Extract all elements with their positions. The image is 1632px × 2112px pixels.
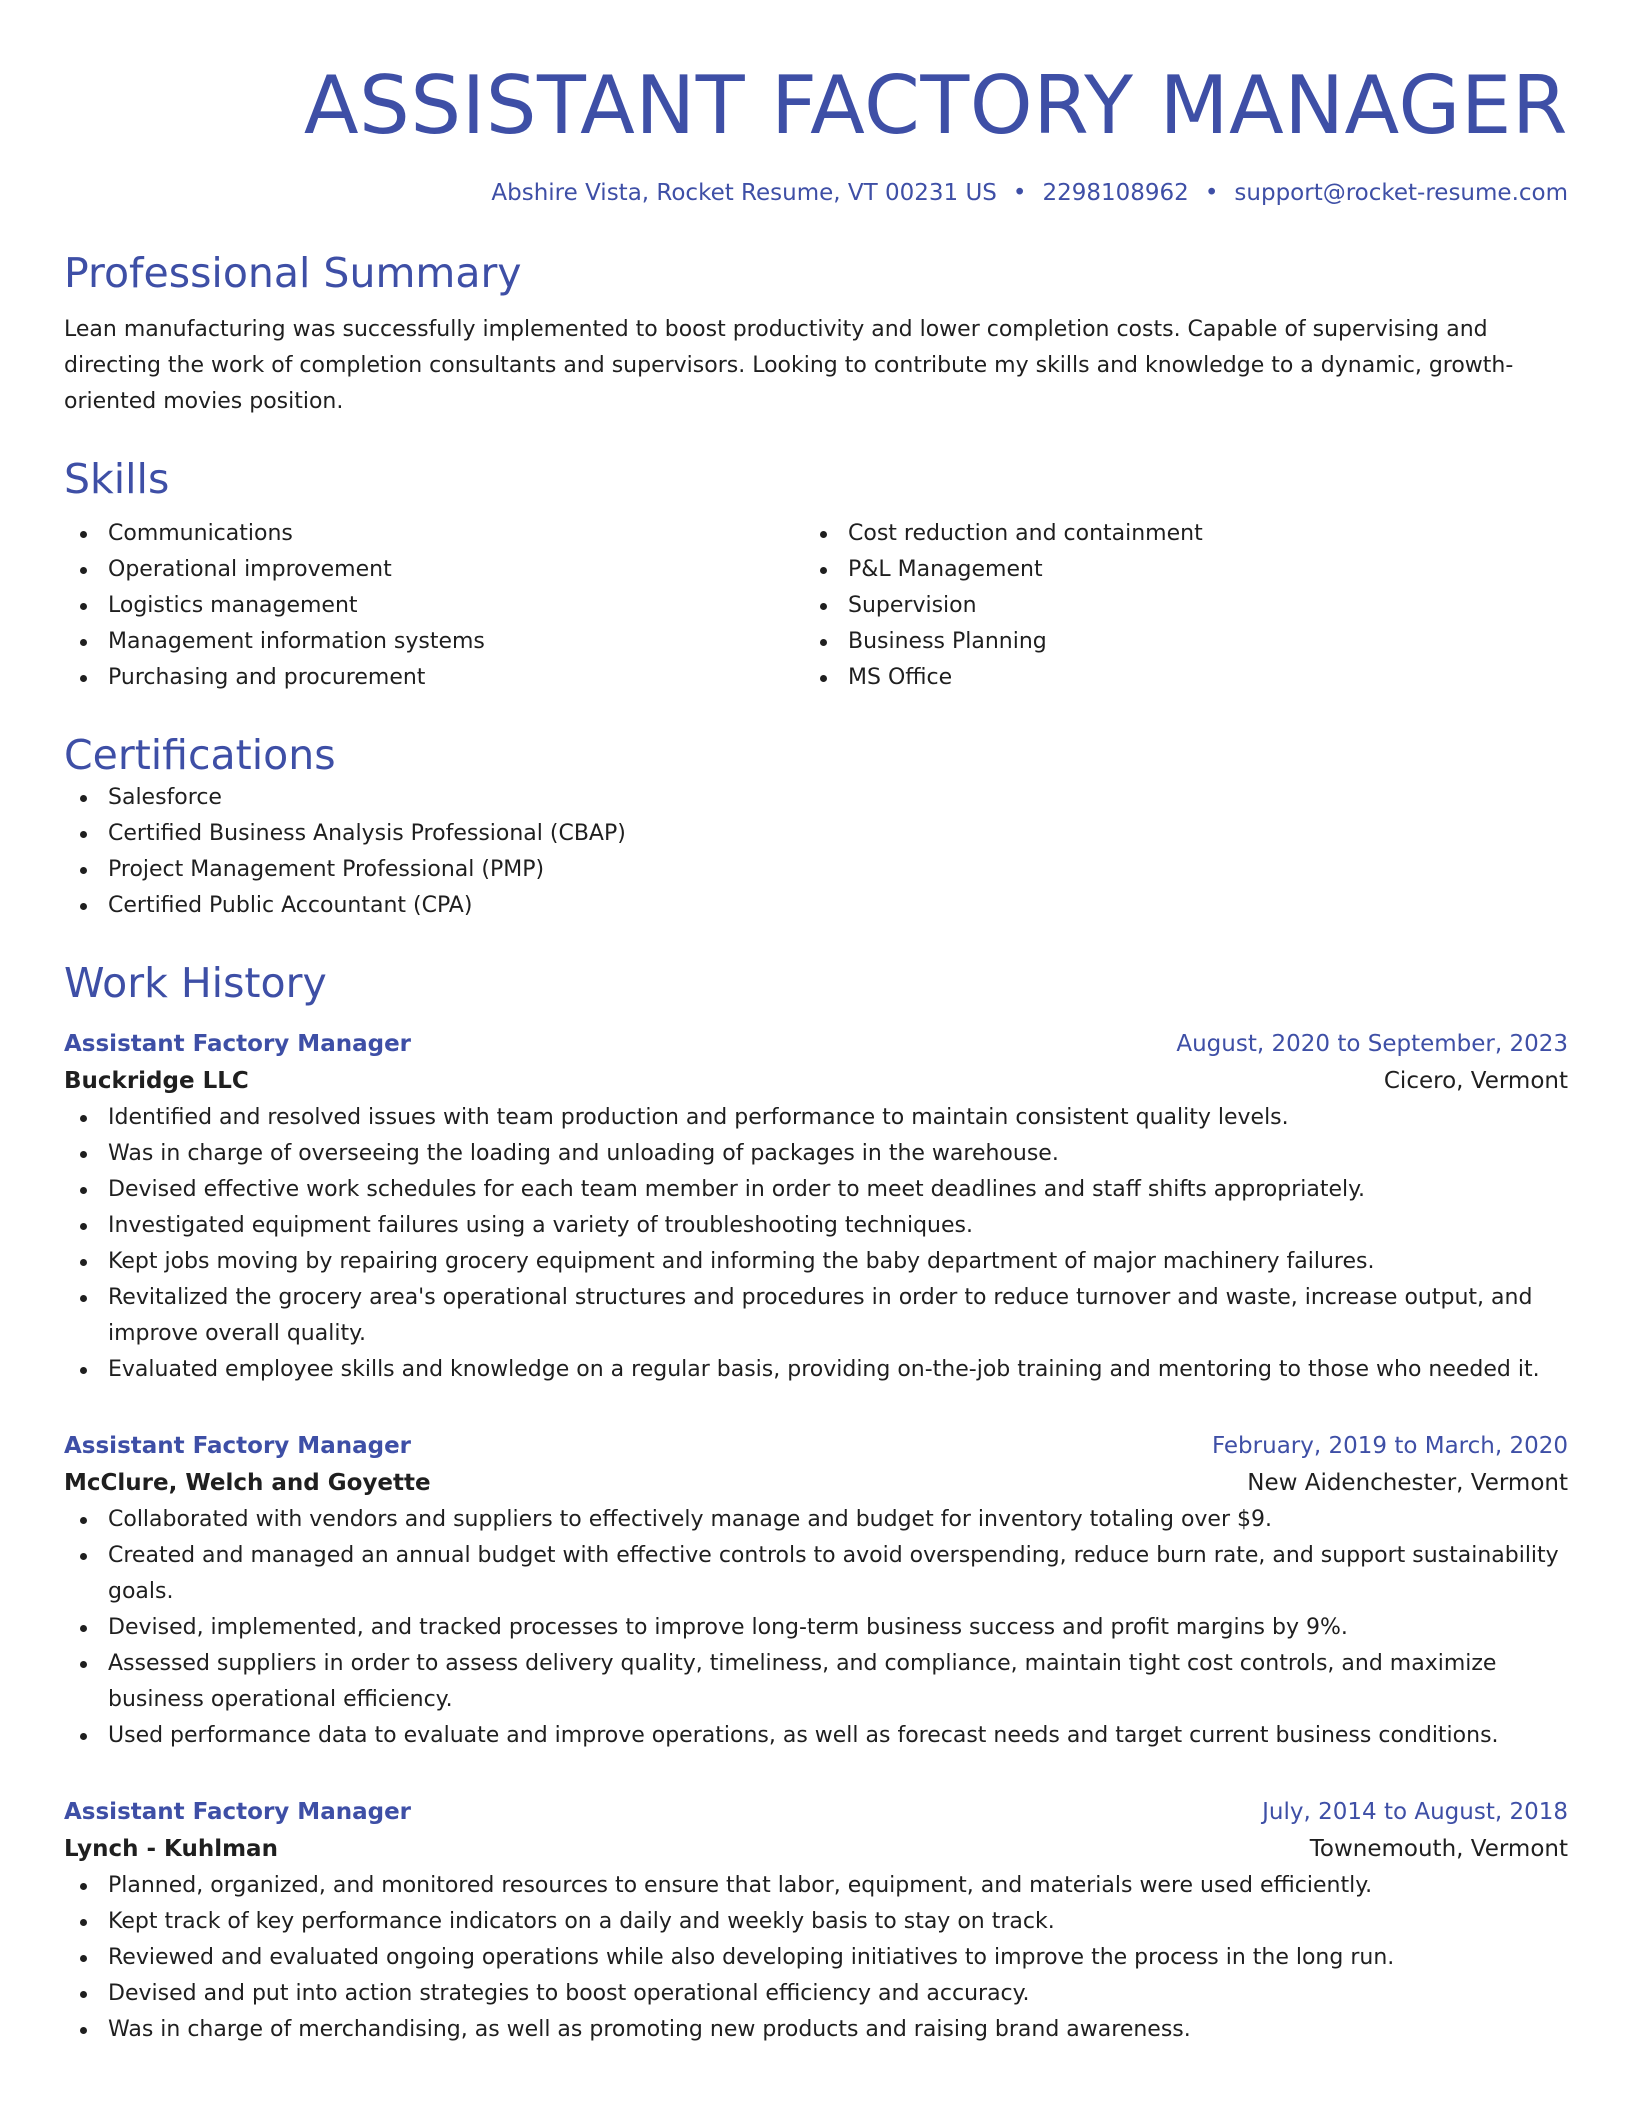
skill-item: Operational improvement (64, 552, 804, 588)
skill-item: Cost reduction and containment (804, 516, 1544, 552)
certification-item: Project Management Professional (PMP) (64, 852, 1568, 888)
job-bullet: Devised and put into action strategies to boost operational efficiency and accuracy. (64, 1976, 1568, 2012)
skill-item: Management information systems (64, 624, 804, 660)
skills-heading: Skills (64, 455, 170, 503)
job-company: Buckridge LLC (64, 1068, 249, 1094)
job-dates: February, 2019 to March, 2020 (1211, 1433, 1568, 1459)
job-company: Lynch - Kuhlman (64, 1836, 278, 1862)
skill-item: Business Planning (804, 624, 1544, 660)
job-location: Cicero, Vermont (1383, 1068, 1568, 1094)
job-header-row (64, 1026, 1568, 1062)
job-bullet: Evaluated employee skills and knowledge on a regular basis, providing on-the-job training and mentoring to those who needed it. (64, 1352, 1568, 1388)
skill-item: MS Office (804, 660, 1544, 696)
job-title: Assistant Factory Manager (64, 1799, 412, 1825)
work-history-heading: Work History (64, 959, 327, 1007)
job-company-row (64, 1464, 1568, 1502)
skills-column-right (804, 516, 1544, 696)
job-bullets (64, 1502, 1568, 1754)
job-company-row (64, 1830, 1568, 1868)
job-bullet: Revitalized the grocery area's operational structures and procedures in order to reduce turnover and waste, increase output, and improve overall quality. (64, 1280, 1568, 1352)
job-title: Assistant Factory Manager (64, 1433, 412, 1459)
job-location: New Aidenchester, Vermont (1247, 1470, 1568, 1496)
certification-item: Certified Business Analysis Professional (CBAP) (64, 816, 1568, 852)
job-entry (64, 1794, 1568, 2048)
job-bullet: Assessed suppliers in order to assess delivery quality, timeliness, and compliance, maintain tight cost controls, and maximize business operational efficiency. (64, 1646, 1568, 1718)
skill-item: Purchasing and procurement (64, 660, 804, 696)
certification-item: Certified Public Accountant (CPA) (64, 888, 1568, 924)
job-title: Assistant Factory Manager (64, 1031, 412, 1057)
contact-email: support@rocket-resume.com (1234, 180, 1568, 206)
summary-heading: Professional Summary (64, 249, 522, 297)
job-bullet: Identified and resolved issues with team production and performance to maintain consistent quality levels. (64, 1100, 1568, 1136)
skills-column-left (64, 516, 804, 696)
candidate-name: ASSISTANT FACTORY MANAGER (303, 59, 1568, 152)
contact-phone: 2298108962 (1042, 180, 1189, 206)
job-dates: August, 2020 to September, 2023 (1176, 1031, 1568, 1057)
summary-text: Lean manufacturing was successfully implemented to boost productivity and lower completion costs. Capable of supervising and directing the work of completion consultants and supervisors. Looking to contribute my skills and knowledge to a dynamic, growth-oriented movies position. (64, 317, 1514, 414)
job-header-row (64, 1794, 1568, 1830)
job-dates: July, 2014 to August, 2018 (1262, 1799, 1568, 1825)
job-company: McClure, Welch and Goyette (64, 1470, 431, 1496)
job-bullets (64, 1100, 1568, 1388)
job-bullets (64, 1868, 1568, 2048)
job-company-row (64, 1062, 1568, 1100)
job-bullet: Was in charge of overseeing the loading and unloading of packages in the warehouse. (64, 1136, 1568, 1172)
skill-item: Communications (64, 516, 804, 552)
skill-item: Supervision (804, 588, 1544, 624)
certifications-heading: Certifications (64, 731, 336, 779)
job-bullet: Planned, organized, and monitored resources to ensure that labor, equipment, and materials were used efficiently. (64, 1868, 1568, 1904)
contact-separator: • (1012, 180, 1027, 206)
job-header-row (64, 1428, 1568, 1464)
skills-list-left (64, 516, 804, 696)
job-entry (64, 1026, 1568, 1388)
job-bullet: Devised effective work schedules for each team member in order to meet deadlines and staff shifts appropriately. (64, 1172, 1568, 1208)
certifications-list (64, 780, 1568, 924)
job-bullet: Investigated equipment failures using a variety of troubleshooting techniques. (64, 1208, 1568, 1244)
contact-address: Abshire Vista, Rocket Resume, VT 00231 US (491, 180, 997, 206)
skills-list-right (804, 516, 1544, 696)
contact-separator: • (1204, 180, 1219, 206)
job-bullet: Collaborated with vendors and suppliers to effectively manage and budget for inventory totaling over $9. (64, 1502, 1568, 1538)
certification-item: Salesforce (64, 780, 1568, 816)
job-entry (64, 1428, 1568, 1754)
job-bullet: Created and managed an annual budget with effective controls to avoid overspending, reduce burn rate, and support sustainability goals. (64, 1538, 1568, 1610)
job-location: Townemouth, Vermont (1309, 1836, 1568, 1862)
job-bullet: Was in charge of merchandising, as well as promoting new products and raising brand awareness. (64, 2012, 1568, 2048)
job-bullet: Devised, implemented, and tracked processes to improve long-term business success and profit margins by 9%. (64, 1610, 1568, 1646)
job-bullet: Kept track of key performance indicators on a daily and weekly basis to stay on track. (64, 1904, 1568, 1940)
skills-grid (64, 516, 1568, 696)
job-bullet: Used performance data to evaluate and improve operations, as well as forecast needs and target current business conditions. (64, 1718, 1568, 1754)
skill-item: Logistics management (64, 588, 804, 624)
job-bullet: Kept jobs moving by repairing grocery equipment and informing the baby department of major machinery failures. (64, 1244, 1568, 1280)
job-bullet: Reviewed and evaluated ongoing operations while also developing initiatives to improve the process in the long run. (64, 1940, 1568, 1976)
skill-item: P&L Management (804, 552, 1544, 588)
contact-line (64, 178, 1568, 208)
